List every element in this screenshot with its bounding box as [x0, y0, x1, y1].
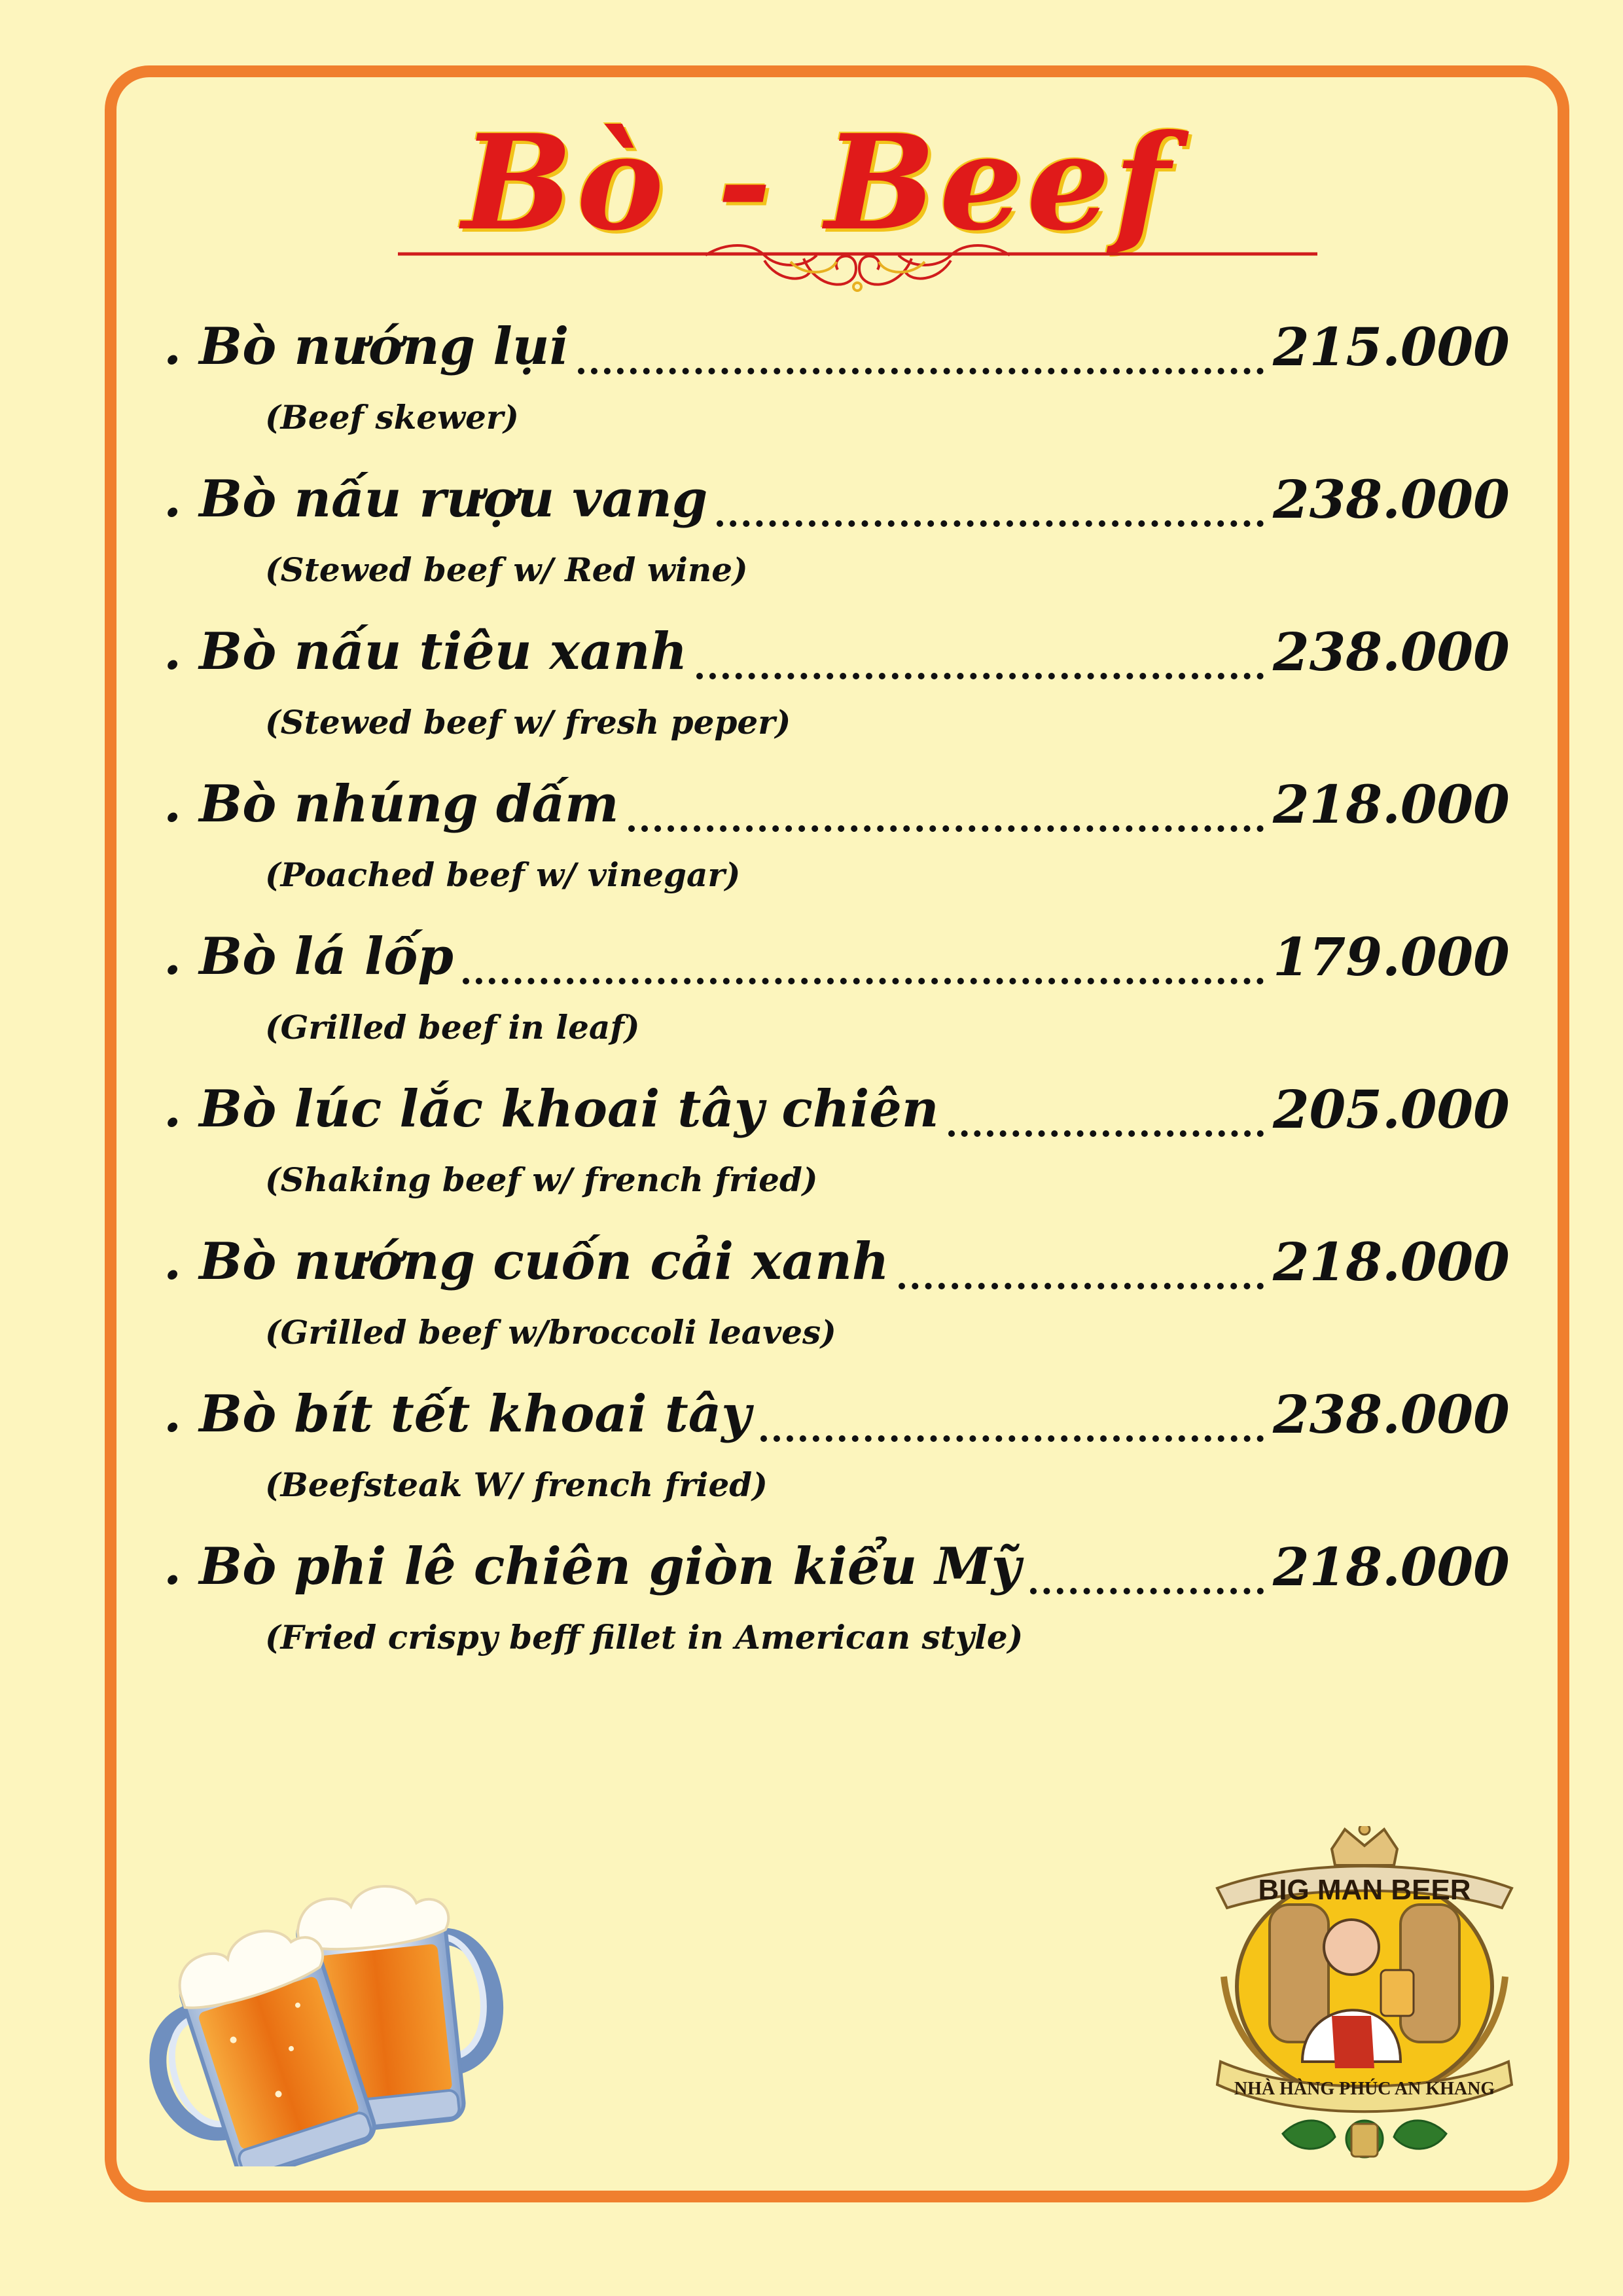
item-english-name: (Stewed beef w/ fresh peper) — [265, 703, 791, 742]
item-name: . Bò nhúng dấm — [164, 774, 619, 834]
logo-bottom-text: NHÀ HÀNG PHÚC AN KHANG — [1234, 2079, 1495, 2099]
page-title: Bò - Beef — [461, 106, 1175, 260]
logo-top-text: BIG MAN BEER — [1258, 1874, 1471, 1906]
menu-item — [164, 918, 1510, 1070]
beer-mugs-illustration — [141, 1852, 533, 2166]
crown-icon — [1332, 1826, 1397, 1865]
item-english-name: (Stewed beef w/ Red wine) — [265, 550, 748, 589]
item-price: 238.000 — [1273, 1384, 1510, 1445]
dotted-leader — [463, 925, 1264, 984]
item-english-name: (Grilled beef in leaf) — [265, 1008, 640, 1047]
item-price: 238.000 — [1273, 621, 1510, 683]
dotted-leader — [717, 468, 1264, 527]
item-price: 218.000 — [1273, 1536, 1510, 1598]
item-name: . Bò nấu tiêu xanh — [164, 622, 688, 681]
dotted-leader — [578, 315, 1264, 374]
item-price: 215.000 — [1273, 316, 1510, 378]
item-name: . Bò phi lê chiên giòn kiểu Mỹ — [164, 1537, 1022, 1596]
item-price: 218.000 — [1273, 1231, 1510, 1293]
dotted-leader — [1030, 1535, 1264, 1594]
item-name: . Bò nướng cuốn cải xanh — [164, 1232, 889, 1291]
menu-item — [164, 460, 1510, 613]
item-english-name: (Fried crispy beff fillet in American style) — [265, 1618, 1024, 1657]
item-price: 179.000 — [1273, 926, 1510, 988]
menu-item — [164, 765, 1510, 918]
dotted-leader — [948, 1078, 1264, 1137]
menu-item — [164, 1070, 1510, 1223]
item-english-name: (Poached beef w/ vinegar) — [265, 855, 741, 894]
dotted-leader — [696, 620, 1264, 679]
menu-item — [164, 1375, 1510, 1528]
item-english-name: (Beef skewer) — [265, 398, 519, 437]
dotted-leader — [899, 1230, 1264, 1289]
item-english-name: (Shaking beef w/ french fried) — [265, 1160, 818, 1199]
ornament-divider — [398, 229, 1317, 301]
big-man-beer-logo — [1204, 1826, 1525, 2166]
menu-list — [164, 308, 1510, 1680]
menu-item — [164, 308, 1510, 460]
item-name: . Bò lá lốp — [164, 927, 454, 986]
menu-item — [164, 613, 1510, 765]
item-name: . Bò bít tết khoai tây — [164, 1384, 751, 1444]
item-name: . Bò nướng lụi — [164, 317, 569, 376]
menu-item — [164, 1528, 1510, 1680]
item-price: 238.000 — [1273, 469, 1510, 530]
item-english-name: (Grilled beef w/broccoli leaves) — [265, 1313, 836, 1352]
item-name: . Bò lúc lắc khoai tây chiên — [164, 1079, 939, 1139]
dotted-leader — [628, 773, 1264, 832]
item-price: 205.000 — [1273, 1079, 1510, 1140]
item-english-name: (Beefsteak W/ french fried) — [265, 1465, 768, 1504]
menu-item — [164, 1223, 1510, 1375]
item-price: 218.000 — [1273, 774, 1510, 835]
dotted-leader — [760, 1383, 1264, 1442]
item-name: . Bò nấu rượu vang — [164, 469, 708, 529]
